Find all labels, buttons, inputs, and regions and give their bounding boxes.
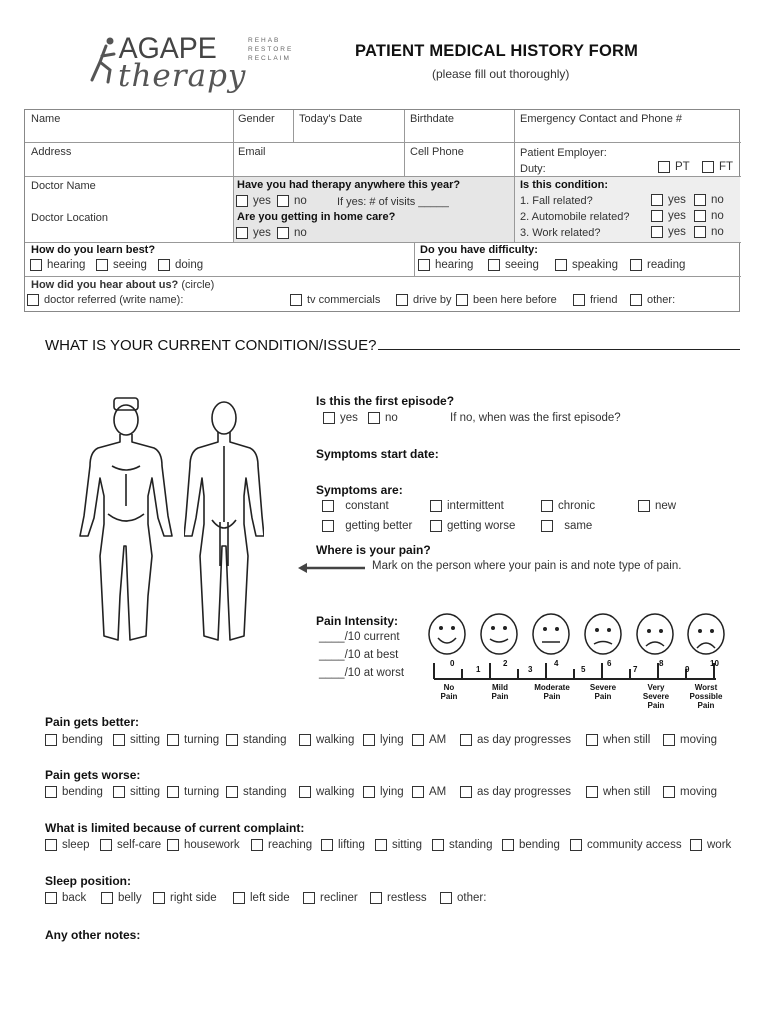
home-care-question: Are you getting in home care? [237,211,396,223]
symptom-constant[interactable]: constant [322,500,389,512]
worse-label: when still [603,786,651,798]
better-checkbox[interactable] [412,734,424,746]
home-care-no-checkbox[interactable] [277,227,289,239]
difficulty-hearing[interactable]: hearing [418,259,473,271]
sleep-label: belly [118,892,142,904]
scale-number: 6 [607,659,612,668]
form-title: PATIENT MEDICAL HISTORY FORM [355,42,639,60]
hear-question: How did you hear about us? [31,279,179,291]
worse-label: AM [429,786,447,798]
limited-option[interactable] [502,839,560,851]
worse-option[interactable] [113,786,160,798]
pain-where-question: Where is your pain? [316,543,431,557]
better-checkbox[interactable] [586,734,598,746]
symptom-getting-better[interactable]: getting better [322,520,412,532]
symptom-same-checkbox[interactable] [541,520,553,532]
auto-yes[interactable]: yes [651,210,686,222]
label-email: Email [238,146,266,158]
better-label: walking [316,734,355,746]
scale-number: 3 [528,665,533,674]
duty-ft[interactable]: FT [702,161,733,173]
better-checkbox[interactable] [363,734,375,746]
worse-checkbox[interactable] [586,786,598,798]
hear-friend-checkbox[interactable] [573,294,585,306]
face-mild-icon [481,614,517,654]
worse-option[interactable] [363,786,404,798]
label-doctor-name: Doctor Name [31,180,96,192]
sleep-label: right side [170,892,217,904]
limited-label: sleep [62,839,90,851]
sleep-checkbox[interactable] [303,892,315,904]
hear-been-here[interactable]: been here before [456,294,557,306]
limited-question: What is limited because of current complaint: [45,821,305,835]
better-checkbox[interactable] [460,734,472,746]
condition-answer-line[interactable] [378,338,740,350]
sleep-checkbox[interactable] [153,892,165,904]
worse-option[interactable] [45,786,103,798]
therapy-no-checkbox[interactable] [277,195,289,207]
current-condition-heading: WHAT IS YOUR CURRENT CONDITION/ISSUE? [45,337,740,354]
worse-checkbox[interactable] [663,786,675,798]
worse-option[interactable] [586,786,650,798]
worse-label: lying [380,786,404,798]
sleep-option[interactable] [440,892,486,904]
sleep-label: left side [250,892,290,904]
runner-icon [88,36,120,86]
better-option[interactable] [586,734,650,746]
face-moderate-icon [533,614,569,654]
learn-hearing-checkbox[interactable] [30,259,42,271]
symptom-intermittent[interactable]: intermittent [430,500,504,512]
limited-label: community access [587,839,682,851]
symptoms-start-label: Symptoms start date: [316,447,439,461]
symptom-constant-checkbox[interactable] [322,500,334,512]
limited-checkbox[interactable] [690,839,702,851]
hear-other[interactable]: other: [630,294,675,306]
symptom-new[interactable]: new [638,500,676,512]
auto-yes-checkbox[interactable] [651,210,663,222]
sleep-option[interactable] [233,892,290,904]
form-subtitle: (please fill out thoroughly) [432,67,570,81]
hear-driveby[interactable]: drive by [396,294,452,306]
worse-label: walking [316,786,355,798]
limited-checkbox[interactable] [432,839,444,851]
first-episode-no[interactable]: no [368,412,398,424]
better-label: bending [62,734,103,746]
limited-label: standing [449,839,493,851]
limited-option[interactable] [570,839,682,851]
difficulty-speaking-checkbox[interactable] [555,259,567,271]
limited-checkbox[interactable] [502,839,514,851]
better-option[interactable] [663,734,717,746]
home-care-yes-checkbox[interactable] [236,227,248,239]
work-yes[interactable]: yes [651,226,686,238]
limited-option[interactable] [45,839,90,851]
label-gender: Gender [238,113,275,125]
limited-checkbox[interactable] [100,839,112,851]
symptoms-are-label: Symptoms are: [316,483,403,497]
scale-number: 1 [476,665,481,674]
therapy-question: Have you had therapy anywhere this year? [237,179,461,191]
learn-doing[interactable]: doing [158,259,203,271]
limited-checkbox[interactable] [321,839,333,851]
difficulty-reading-checkbox[interactable] [630,259,642,271]
worse-label: standing [243,786,287,798]
logo-brand: AGAPE [118,32,217,65]
fall-no[interactable]: no [694,194,724,206]
worse-checkbox[interactable] [363,786,375,798]
sleep-option[interactable] [101,892,142,904]
limited-label: self-care [117,839,162,851]
hear-friend[interactable]: friend [573,294,618,306]
worse-checkbox[interactable] [460,786,472,798]
better-option[interactable] [113,734,160,746]
first-episode-followup: If no, when was the first episode? [450,412,621,424]
worse-checkbox[interactable] [113,786,125,798]
limited-option[interactable] [167,839,240,851]
symptom-chronic[interactable]: chronic [541,500,595,512]
label-duty: Duty: [520,163,546,175]
auto-no-checkbox[interactable] [694,210,706,222]
limited-checkbox[interactable] [45,839,57,851]
body-back-figure[interactable] [184,396,264,651]
face-worst-icon [688,614,724,654]
worse-option[interactable] [299,786,354,798]
scale-number: 7 [633,665,638,674]
logo-tagline: REHAB RESTORE RECLAIM [248,37,294,62]
sleep-label: recliner [320,892,358,904]
hear-hint: (circle) [181,279,215,291]
sleep-checkbox[interactable] [233,892,245,904]
better-label: standing [243,734,287,746]
worse-label: as day progresses [477,786,571,798]
arrow-left-icon [297,562,367,574]
therapy-visits: If yes: # of visits _____ [337,196,449,208]
symptom-same[interactable]: same [541,520,592,532]
scale-number: 8 [659,659,664,668]
better-option[interactable] [299,734,354,746]
worse-option[interactable] [412,786,446,798]
worse-option[interactable] [226,786,286,798]
better-option[interactable] [167,734,219,746]
worse-option[interactable] [460,786,571,798]
worse-checkbox[interactable] [45,786,57,798]
sleep-option[interactable] [370,892,427,904]
limited-option[interactable] [375,839,422,851]
learn-doing-checkbox[interactable] [158,259,170,271]
limited-label: bending [519,839,560,851]
face-severe-icon [585,614,621,654]
symptom-new-checkbox[interactable] [638,500,650,512]
learn-question: How do you learn best? [31,244,156,256]
sleep-question: Sleep position: [45,874,132,888]
hear-other-checkbox[interactable] [630,294,642,306]
worse-checkbox[interactable] [167,786,179,798]
worse-label: bending [62,786,103,798]
pain-face-label: Severe Pain [589,683,617,701]
hear-driveby-checkbox[interactable] [396,294,408,306]
worse-label: sitting [130,786,161,798]
pain-worst-line[interactable]: ____/10 at worst [319,667,405,679]
symptom-chronic-checkbox[interactable] [541,500,553,512]
pain-face-label: No Pain [440,683,458,701]
symptom-intermittent-checkbox[interactable] [430,500,442,512]
better-option[interactable] [45,734,103,746]
sleep-checkbox[interactable] [370,892,382,904]
scale-number: 5 [581,665,586,674]
logo-sub: therapy [118,58,247,94]
scale-number: 10 [710,659,719,668]
therapy-yes-checkbox[interactable] [236,195,248,207]
pain-face-label: Very Severe Pain [642,683,670,710]
label-emergency: Emergency Contact and Phone # [520,113,683,125]
hear-doctor-checkbox[interactable] [27,294,39,306]
work-yes-checkbox[interactable] [651,226,663,238]
sleep-label: other: [457,892,487,904]
scale-number: 9 [685,665,690,674]
better-checkbox[interactable] [299,734,311,746]
fall-yes[interactable]: yes [651,194,686,206]
learn-seeing[interactable]: seeing [96,259,147,271]
sleep-label: restless [387,892,427,904]
pain-best-line[interactable]: ____/10 at best [319,649,399,661]
label-employer: Patient Employer: [520,147,607,159]
hear-question-row [31,279,214,291]
better-label: moving [680,734,718,746]
difficulty-hearing-checkbox[interactable] [418,259,430,271]
learn-seeing-checkbox[interactable] [96,259,108,271]
better-checkbox[interactable] [226,734,238,746]
hear-been-here-checkbox[interactable] [456,294,468,306]
better-checkbox[interactable] [663,734,675,746]
label-cell: Cell Phone [410,146,464,158]
limited-option[interactable] [100,839,161,851]
face-no-pain-icon [429,614,465,654]
first-episode-question: Is this the first episode? [316,394,455,408]
sleep-option[interactable] [303,892,358,904]
scale-number: 4 [554,659,559,668]
limited-checkbox[interactable] [570,839,582,851]
first-episode-yes[interactable]: yes [323,412,358,424]
notes-question: Any other notes: [45,928,141,942]
scale-number: 2 [503,659,508,668]
better-option[interactable] [412,734,446,746]
label-todays-date: Today's Date [299,113,363,125]
better-label: lying [380,734,404,746]
hear-tv-checkbox[interactable] [290,294,302,306]
worse-label: turning [184,786,220,798]
home-care-no[interactable]: no [277,227,307,239]
pain-face-label: Moderate Pain [534,683,570,701]
worse-label: moving [680,786,718,798]
hear-doctor[interactable]: doctor referred (write name): [27,294,183,306]
better-option[interactable] [460,734,571,746]
worse-checkbox[interactable] [412,786,424,798]
therapy-no[interactable]: no [277,195,307,207]
limited-label: housework [184,839,240,851]
pain-face-label: Worst Possible Pain [689,683,723,710]
better-option[interactable] [226,734,286,746]
better-checkbox[interactable] [45,734,57,746]
sleep-checkbox[interactable] [101,892,113,904]
limited-checkbox[interactable] [167,839,179,851]
worse-checkbox[interactable] [299,786,311,798]
first-episode-no-checkbox[interactable] [368,412,380,424]
difficulty-reading[interactable]: reading [630,259,685,271]
fall-yes-checkbox[interactable] [651,194,663,206]
pt-checkbox[interactable] [658,161,670,173]
better-label: sitting [130,734,161,746]
pain-current-line[interactable]: ____/10 current [319,631,400,643]
pain-intensity-label: Pain Intensity: [316,614,399,628]
limited-option[interactable] [690,839,731,851]
label-address: Address [31,146,72,158]
auto-related: 2. Automobile related? [520,211,630,223]
work-no-checkbox[interactable] [694,226,706,238]
condition-question: Is this condition: [520,179,608,191]
symptom-getting-worse-checkbox[interactable] [430,520,442,532]
label-name: Name [31,113,61,125]
better-label: AM [429,734,447,746]
limited-option[interactable] [432,839,492,851]
face-very-severe-icon [637,614,673,654]
agape-logo [88,32,298,96]
better-label: turning [184,734,220,746]
first-episode-yes-checkbox[interactable] [323,412,335,424]
difficulty-question: Do you have difficulty: [420,244,538,256]
worse-question: Pain gets worse: [45,768,141,782]
ft-checkbox[interactable] [702,161,714,173]
limited-label: lifting [338,839,365,851]
symptom-getting-better-checkbox[interactable] [322,520,334,532]
limited-label: reaching [268,839,313,851]
sleep-label: back [62,892,87,904]
difficulty-speaking[interactable]: speaking [555,259,618,271]
fall-no-checkbox[interactable] [694,194,706,206]
sleep-option[interactable] [153,892,217,904]
learn-hearing[interactable]: hearing [30,259,85,271]
difficulty-seeing-checkbox[interactable] [488,259,500,271]
better-checkbox[interactable] [167,734,179,746]
worse-option[interactable] [167,786,219,798]
pain-face-label: Mild Pain [491,683,509,701]
work-related: 3. Work related? [520,227,601,239]
better-question: Pain gets better: [45,715,140,729]
limited-label: work [707,839,732,851]
sleep-checkbox[interactable] [440,892,452,904]
duty-pt[interactable]: PT [658,161,690,173]
sleep-checkbox[interactable] [45,892,57,904]
limited-checkbox[interactable] [251,839,263,851]
limited-label: sitting [392,839,423,851]
worse-option[interactable] [663,786,717,798]
better-option[interactable] [363,734,404,746]
label-doctor-location: Doctor Location [31,212,109,224]
better-checkbox[interactable] [113,734,125,746]
better-label: when still [603,734,651,746]
limited-checkbox[interactable] [375,839,387,851]
pain-faces [426,612,726,658]
fall-related: 1. Fall related? [520,195,593,207]
auto-no[interactable]: no [694,210,724,222]
sleep-option[interactable] [45,892,86,904]
scale-number: 0 [450,659,455,668]
hear-tv[interactable]: tv commercials [290,294,380,306]
limited-option[interactable] [251,839,312,851]
symptom-getting-worse[interactable]: getting worse [430,520,515,532]
better-label: as day progresses [477,734,571,746]
therapy-yes[interactable]: yes [236,195,271,207]
pain-where-hint: Mark on the person where your pain is and note type of pain. [372,560,682,572]
limited-option[interactable] [321,839,365,851]
body-front-figure[interactable] [78,396,188,651]
difficulty-seeing[interactable]: seeing [488,259,539,271]
label-birthdate: Birthdate [410,113,455,125]
home-care-yes[interactable]: yes [236,227,271,239]
worse-checkbox[interactable] [226,786,238,798]
work-no[interactable]: no [694,226,724,238]
